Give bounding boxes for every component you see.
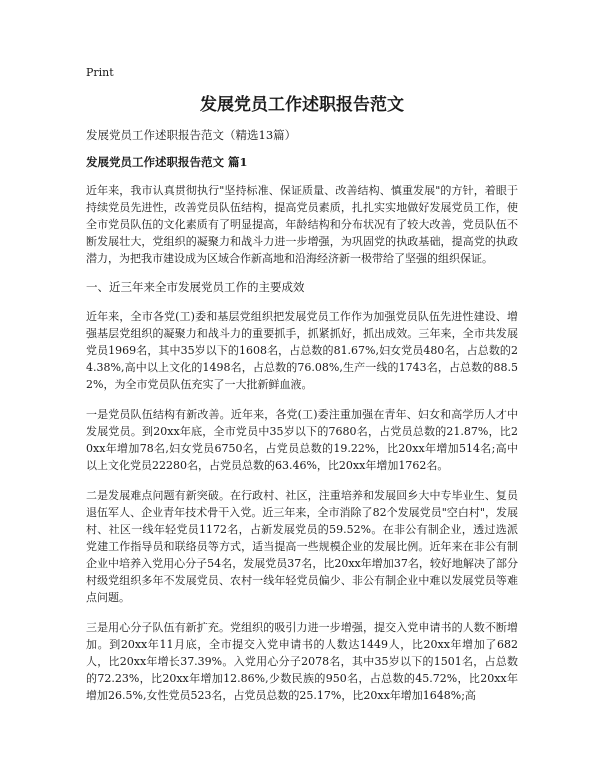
section-heading: 一、近三年来全市发展党员工作的主要成效 bbox=[86, 280, 305, 294]
print-label: Print bbox=[86, 66, 114, 79]
structure-paragraph: 一是党员队伍结构有新改善。近年来，各党(工)委注重加强在青年、妇女和高学历人才中发展党员。到20xx年底，全市党员中35岁以下的7680名，占党员总数的21.87%，比20xx年增加78名,妇女党员6750名，占党员总数的19.22%，比20xx年增加514名;高中以上文化党员22280名，占党员总数的63.46%，比20xx年增加1762名。 bbox=[86, 408, 518, 472]
document-subtitle: 发展党员工作述职报告范文（精选13篇） bbox=[86, 128, 297, 142]
intro-paragraph: 近年来，我市认真贯彻执行"坚持标准、保证质量、改善结构、慎重发展"的方针，着眼于持续党员先进性，改善党员队伍结构，提高党员素质，扎扎实实地做好发展党员工作，使全市党员队伍的文化素质有了明显提高，年龄结构和分布状况有了较大改善，党员队伍不断发展壮大，党组织的凝聚力和战斗力进一步增强，为巩固党的执政基础，提高党的执政潜力，为把我市建设成为区域合作新高地和沿海经济新一极带给了坚强的组织保证。 bbox=[86, 184, 518, 265]
document-page bbox=[86, 66, 518, 717]
section-title: 发展党员工作述职报告范文 篇1 bbox=[86, 155, 248, 169]
expansion-paragraph: 三是用心分子队伍有新扩充。党组织的吸引力进一步增强，提交入党申请书的人数不断增加。到20xx年11月底，全市提交入党申请书的人数达1449人，比20xx年增加了682人，比20xx年增长37.39%。入党用心分子2078名，其中35岁以下的1501名，占总数的72.23%，比20xx年增加12.86%,少数民族的950名，占总数的45.72%，比20xx年增加26.5%,女性党员523名，占党员总数的25.17%，比20xx年增加1648%;高 bbox=[86, 621, 518, 702]
achievements-paragraph: 近年来，全市各党(工)委和基层党组织把发展党员工作作为加强党员队伍先进性建设、增强基层党组织的凝聚力和战斗力的重要抓手，抓紧抓好，抓出成效。三年来，全市共发展党员1969名，其中35岁以下的1608名，占总数的81.67%,妇女党员480名，占总数的24.38%,高中以上文化的1498名，占总数的76.08%,生产一线的1743名，占总数的88.52%，为全市党员队伍充实了一大批新鲜血液。 bbox=[86, 310, 518, 391]
document-title: 发展党员工作述职报告范文 bbox=[200, 95, 404, 115]
breakthrough-paragraph: 二是发展难点问题有新突破。在行政村、社区，注重培养和发展回乡大中专毕业生、复员退伍军人、企业青年技术骨干入党。近三年来，全市消除了82个发展党员"空白村"，发展村、社区一线年轻党员1172名，占新发展党员的59.52%。在非公有制企业，透过选派党建工作指导员和联络员等方式，适当提高一些规模企业的发展比例。近年来在非公有制企业中培养入党用心分子54名，发展党员37名，比20xx年增加37名，较好地解决了部分村级党组织多年不发展党员、农村一线年轻党员偏少、非公有制企业中难以发展党员等难点问题。 bbox=[86, 489, 518, 604]
